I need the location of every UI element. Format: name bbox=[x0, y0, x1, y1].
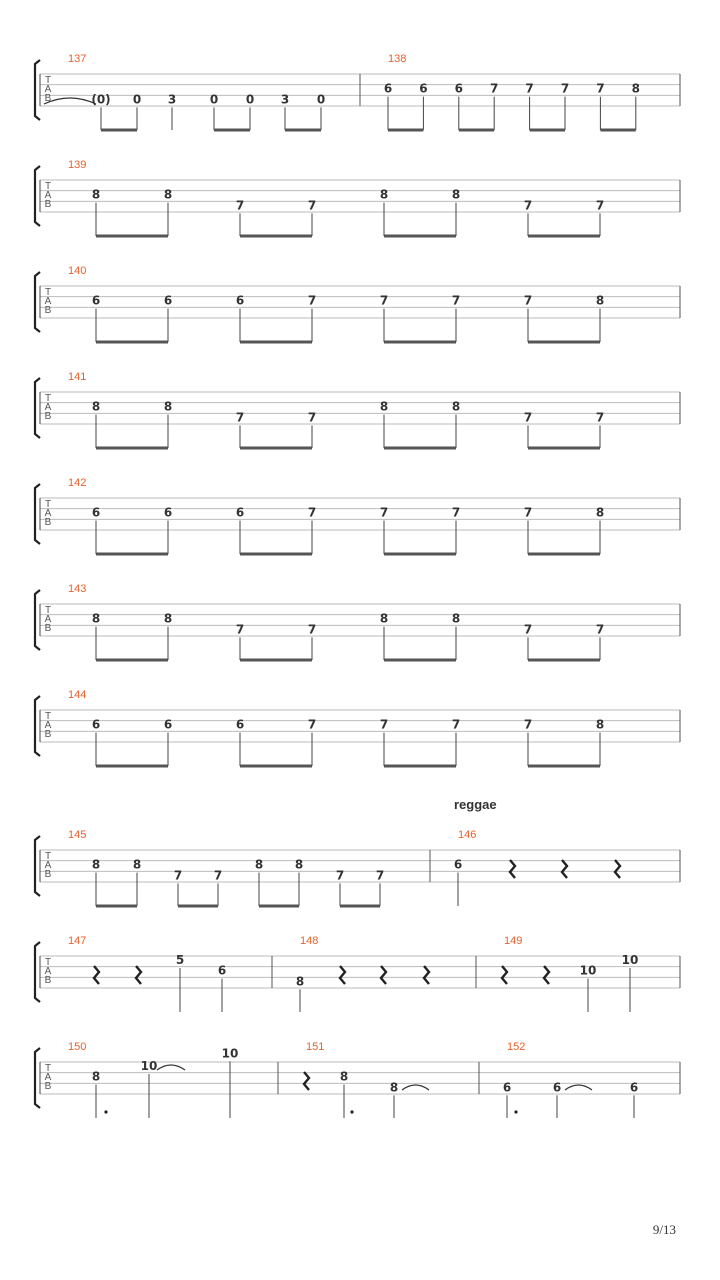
measure-number: 148 bbox=[300, 935, 319, 947]
fret-number: 6 bbox=[235, 505, 245, 520]
fret-number: 3 bbox=[280, 92, 290, 107]
system-bracket bbox=[35, 590, 40, 650]
fret-number: 8 bbox=[254, 857, 264, 872]
tab-clef-letter: B bbox=[44, 729, 52, 740]
fret-number: 6 bbox=[217, 963, 227, 978]
fret-number: 6 bbox=[235, 717, 245, 732]
fret-number: 7 bbox=[523, 622, 533, 637]
fret-number: 7 bbox=[307, 198, 317, 213]
fret-number: 7 bbox=[235, 622, 245, 637]
measure-number: 140 bbox=[68, 265, 87, 277]
tab-clef-letter: A bbox=[44, 1072, 52, 1083]
tab-system bbox=[35, 829, 680, 906]
tab-clef-letter: B bbox=[44, 975, 52, 986]
fret-number: 0 bbox=[316, 92, 326, 107]
tab-clef-letter: A bbox=[44, 402, 52, 413]
tab-clef-letter: B bbox=[44, 623, 52, 634]
system-bracket bbox=[35, 166, 40, 226]
system-bracket bbox=[35, 942, 40, 1002]
fret-number: 8 bbox=[163, 187, 173, 202]
tab-clef-letter: A bbox=[44, 860, 52, 871]
tab-clef-letter: A bbox=[44, 508, 52, 519]
fret-number: 6 bbox=[502, 1080, 512, 1095]
system-bracket bbox=[35, 484, 40, 544]
fret-number: 8 bbox=[339, 1069, 349, 1084]
tab-system bbox=[35, 1041, 680, 1118]
tab-clef-letter: T bbox=[44, 287, 52, 298]
fret-number: 6 bbox=[91, 293, 101, 308]
fret-number: 8 bbox=[379, 611, 389, 626]
fret-number: 7 bbox=[490, 81, 499, 96]
systems bbox=[35, 53, 680, 1118]
fret-number: 8 bbox=[91, 857, 101, 872]
dot bbox=[350, 1110, 353, 1113]
fret-number: 7 bbox=[307, 717, 317, 732]
tab-clef-letter: B bbox=[44, 517, 52, 528]
fret-number: 7 bbox=[379, 293, 389, 308]
tab-clef-letter: T bbox=[44, 1063, 52, 1074]
fret-number: 7 bbox=[235, 410, 245, 425]
fret-number: 6 bbox=[383, 81, 393, 96]
tab-system bbox=[35, 689, 680, 766]
fret-number: 6 bbox=[91, 505, 101, 520]
fret-number: 8 bbox=[595, 505, 605, 520]
system-bracket bbox=[35, 696, 40, 756]
fret-number: 8 bbox=[451, 187, 461, 202]
tie-curve bbox=[402, 1085, 429, 1090]
fret-number: 8 bbox=[631, 81, 640, 96]
fret-number: 6 bbox=[454, 81, 463, 96]
measure-number: 149 bbox=[504, 935, 523, 947]
fret-number: 3 bbox=[167, 92, 177, 107]
fret-number: 8 bbox=[389, 1080, 399, 1095]
system-bracket bbox=[35, 1048, 40, 1108]
fret-number: 8 bbox=[379, 187, 389, 202]
fret-number: 8 bbox=[595, 717, 605, 732]
fret-number: 8 bbox=[294, 857, 304, 872]
quarter-rest bbox=[615, 860, 620, 878]
measure-number: 141 bbox=[68, 371, 87, 383]
measure-number: 151 bbox=[306, 1041, 325, 1053]
fret-number: 8 bbox=[595, 293, 605, 308]
fret-number: 5 bbox=[175, 953, 185, 967]
fret-number: 7 bbox=[595, 198, 605, 213]
system-bracket bbox=[35, 836, 40, 896]
fret-number: 7 bbox=[525, 81, 534, 96]
dot bbox=[104, 1110, 107, 1113]
fret-number: 7 bbox=[379, 717, 389, 732]
fret-number: 7 bbox=[560, 81, 570, 96]
fret-number: 8 bbox=[295, 974, 305, 989]
tab-clef-letter: B bbox=[44, 93, 52, 104]
fret-number: 7 bbox=[595, 410, 605, 425]
fret-number: 10 bbox=[221, 1046, 239, 1061]
fret-number: 8 bbox=[91, 611, 101, 626]
fret-number: 7 bbox=[307, 622, 317, 637]
tab-system bbox=[35, 53, 680, 130]
fret-number: 8 bbox=[379, 399, 389, 414]
fret-number: 6 bbox=[91, 717, 101, 732]
fret-number: 7 bbox=[451, 717, 461, 732]
fret-number: 7 bbox=[523, 293, 533, 308]
fret-number: 7 bbox=[451, 505, 461, 520]
fret-number: 7 bbox=[173, 868, 183, 883]
measure-number: 142 bbox=[68, 477, 87, 489]
page-number: 9/13 bbox=[652, 1222, 676, 1237]
tab-system bbox=[35, 477, 680, 554]
tab-clef-letter: A bbox=[44, 296, 52, 307]
tab-clef-letter: T bbox=[44, 181, 52, 192]
measure-number: 147 bbox=[68, 935, 87, 947]
fret-number: 8 bbox=[163, 611, 173, 626]
fret-number: 7 bbox=[523, 410, 533, 425]
fret-number: 7 bbox=[595, 622, 605, 637]
measure-number: 139 bbox=[68, 159, 87, 171]
tab-system bbox=[35, 371, 680, 448]
system-bracket bbox=[35, 378, 40, 438]
tab-clef-letter: A bbox=[44, 720, 52, 731]
fret-number: 7 bbox=[235, 198, 245, 213]
tab-clef-letter: A bbox=[44, 84, 52, 95]
quarter-rest bbox=[340, 966, 345, 984]
tab-system bbox=[35, 265, 680, 342]
tab-clef-letter: B bbox=[44, 411, 52, 422]
quarter-rest bbox=[424, 966, 429, 984]
quarter-rest bbox=[502, 966, 507, 984]
quarter-rest bbox=[136, 966, 141, 984]
system-bracket bbox=[35, 272, 40, 332]
fret-number: 6 bbox=[552, 1080, 562, 1095]
tab-clef-letter: T bbox=[44, 393, 52, 404]
quarter-rest bbox=[510, 860, 515, 878]
quarter-rest bbox=[381, 966, 386, 984]
fret-number: 0 bbox=[245, 92, 255, 107]
system-bracket bbox=[35, 60, 40, 120]
tab-system bbox=[35, 159, 680, 236]
fret-number: 8 bbox=[451, 611, 461, 626]
dot bbox=[514, 1110, 517, 1113]
fret-number: (0) bbox=[91, 92, 111, 107]
measure-number: 137 bbox=[68, 53, 87, 65]
tab-clef-letter: B bbox=[44, 1081, 52, 1092]
measure-number: 144 bbox=[68, 689, 87, 701]
fret-number: 7 bbox=[523, 717, 533, 732]
fret-number: 8 bbox=[132, 857, 142, 872]
fret-number: 6 bbox=[163, 717, 173, 732]
fret-number: 8 bbox=[91, 399, 101, 414]
fret-number: 6 bbox=[419, 81, 428, 96]
fret-number: 0 bbox=[132, 92, 142, 107]
tab-clef-letter: B bbox=[44, 199, 52, 210]
measure-number: 146 bbox=[458, 829, 477, 841]
tab-clef-letter: T bbox=[44, 711, 52, 722]
tab-clef-letter: A bbox=[44, 966, 52, 977]
fret-number: 8 bbox=[91, 1069, 101, 1084]
tab-clef-letter: B bbox=[44, 869, 52, 880]
fret-number: 6 bbox=[235, 293, 245, 308]
fret-number: 6 bbox=[163, 505, 173, 520]
quarter-rest bbox=[544, 966, 549, 984]
fret-number: 7 bbox=[307, 410, 317, 425]
fret-number: 7 bbox=[307, 293, 317, 308]
fret-number: 10 bbox=[579, 963, 597, 978]
fret-number: 7 bbox=[596, 81, 605, 96]
section-label-reggae: reggae bbox=[454, 797, 497, 812]
fret-number: 8 bbox=[451, 399, 461, 414]
tie-curve bbox=[157, 1065, 185, 1070]
tab-system bbox=[35, 583, 680, 660]
tab-clef-letter: T bbox=[44, 75, 52, 86]
fret-number: 7 bbox=[379, 505, 389, 520]
fret-number: 0 bbox=[209, 92, 219, 107]
tab-clef-letter: A bbox=[44, 190, 52, 201]
fret-number: 10 bbox=[621, 953, 639, 967]
tie-curve bbox=[565, 1085, 592, 1090]
fret-number: 6 bbox=[629, 1080, 639, 1095]
measure-number: 152 bbox=[507, 1041, 526, 1053]
fret-number: 7 bbox=[213, 868, 223, 883]
quarter-rest bbox=[94, 966, 99, 984]
tab-clef-letter: T bbox=[44, 499, 52, 510]
tab-clef-letter: T bbox=[44, 957, 52, 968]
fret-number: 8 bbox=[163, 399, 173, 414]
tab-system bbox=[35, 935, 680, 1012]
tie-curve bbox=[44, 98, 96, 104]
measure-number: 143 bbox=[68, 583, 87, 595]
fret-number: 10 bbox=[140, 1059, 158, 1073]
fret-number: 7 bbox=[375, 868, 385, 883]
fret-number: 8 bbox=[91, 187, 101, 202]
tab-clef-letter: B bbox=[44, 305, 52, 316]
quarter-rest bbox=[562, 860, 567, 878]
tab-clef-letter: T bbox=[44, 605, 52, 616]
fret-number: 7 bbox=[523, 198, 533, 213]
measure-number: 145 bbox=[68, 829, 87, 841]
tab-clef-letter: T bbox=[44, 851, 52, 862]
fret-number: 7 bbox=[451, 293, 461, 308]
fret-number: 6 bbox=[453, 857, 463, 872]
measure-number: 150 bbox=[68, 1041, 87, 1053]
fret-number: 6 bbox=[163, 293, 173, 308]
fret-number: 7 bbox=[523, 505, 533, 520]
fret-number: 7 bbox=[335, 868, 345, 883]
fret-number: 7 bbox=[307, 505, 317, 520]
quarter-rest bbox=[304, 1072, 309, 1090]
measure-number: 138 bbox=[388, 53, 407, 65]
tab-clef-letter: A bbox=[44, 614, 52, 625]
